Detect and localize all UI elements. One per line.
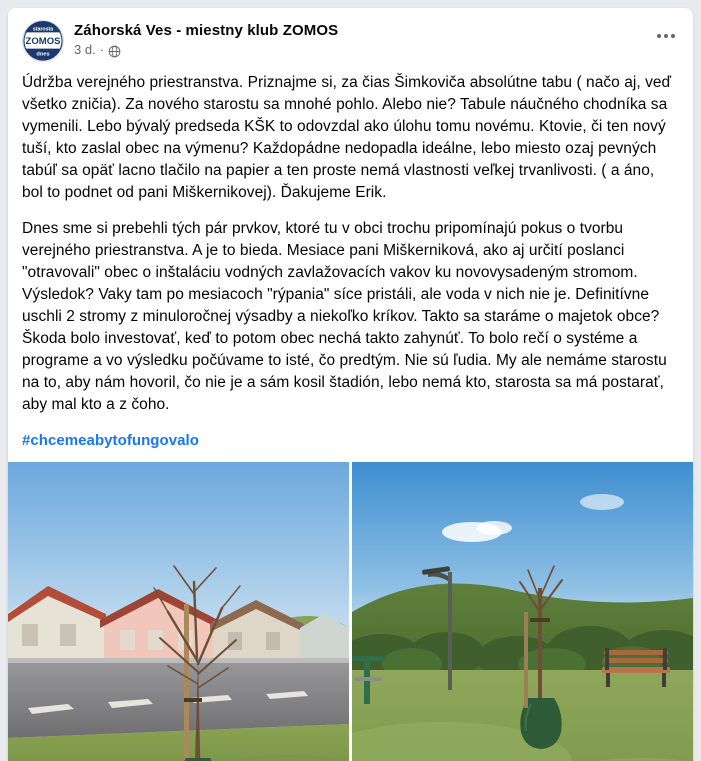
- meta-separator: ·: [99, 42, 105, 57]
- post-hashtag-line: [22, 430, 679, 452]
- globe-icon: [108, 45, 121, 58]
- post-header: [8, 8, 693, 66]
- svg-text:ZOMOS: ZOMOS: [25, 35, 61, 47]
- dot-3: [671, 34, 675, 38]
- hashtag-link[interactable]: #chcemeabytofungovalo: [22, 432, 199, 449]
- photo-main-row: [8, 462, 693, 761]
- avatar[interactable]: [22, 20, 64, 62]
- page-title[interactable]: Záhorská Ves - miestny klub ZOMOS: [74, 22, 339, 39]
- svg-text:starosta: starosta: [32, 26, 54, 33]
- post-text: [8, 66, 693, 462]
- post-header-text: [74, 20, 338, 58]
- post-meta: [74, 42, 338, 58]
- facebook-post-card: [8, 8, 693, 761]
- photo-park-with-bench[interactable]: [352, 462, 693, 761]
- post-paragraph-1: Údržba verejného priestranstva. Priznajme si, za čias Šimkoviča absolútne tabu ( načo aj, veď všetko zničia). Za nového starostu sa mnohé pohlo. Alebo nie? Tabule náučného chodníka sa vymenili. Lebo bývalý predseda KŠK to odovzdal ako úlohu tomu novému. Ktovie, či ten nový tuší, kto zaslal obec na výmenu? Každopádne nedopadla ideálne, lebo miesto ozaj pevných tabúľ sa opäť lacno tlačilo na papier a ten proste nemá vlastnosti veľkej trvanlivosti. ( a áno, bol to podnet od pani Miškernikovej). Ďakujeme Erik.: [22, 74, 672, 201]
- svg-text:dnes: dnes: [36, 51, 50, 58]
- photo-street-with-tree[interactable]: [8, 462, 349, 761]
- dot-1: [657, 34, 661, 38]
- post-more-options-button[interactable]: [651, 24, 681, 48]
- post-paragraph-2: Dnes sme si prebehli tých pár prvkov, ktoré tu v obci trochu pripomínajú pokus o tvorbu verejného priestranstva. A je to bieda. Mesiace pani Miškerniková, ako aj určití poslanci "otravovali" obec o inštaláciu vodných zavlažovacích vakov ku novovysadeným stromom. Výsledok? Vaky tam po mesiacoch "rýpania" síce pristáli, ale voda v nich nie je. Definitívne uschli 2 stromy z minuloročnej výsadby a niekoľko kríkov. Takto sa staráme o majetok obce? Škoda bolo investovať, keď to potom obec nechá takto zahynúť. To bolo rečí o systéme a programe a vo výsledku počúvame to isté, čo predtým. Nie sú ľudia. My ale nemáme starostu na to, aby nám hovoril, čo nie je a sám kosil štadión, lebo nemá kto, starosta sa má postarať, aby mal kto a z čoho.: [22, 220, 667, 413]
- post-photo-grid: [8, 462, 693, 761]
- post-timestamp[interactable]: 3 d.: [74, 42, 96, 57]
- dot-2: [664, 34, 668, 38]
